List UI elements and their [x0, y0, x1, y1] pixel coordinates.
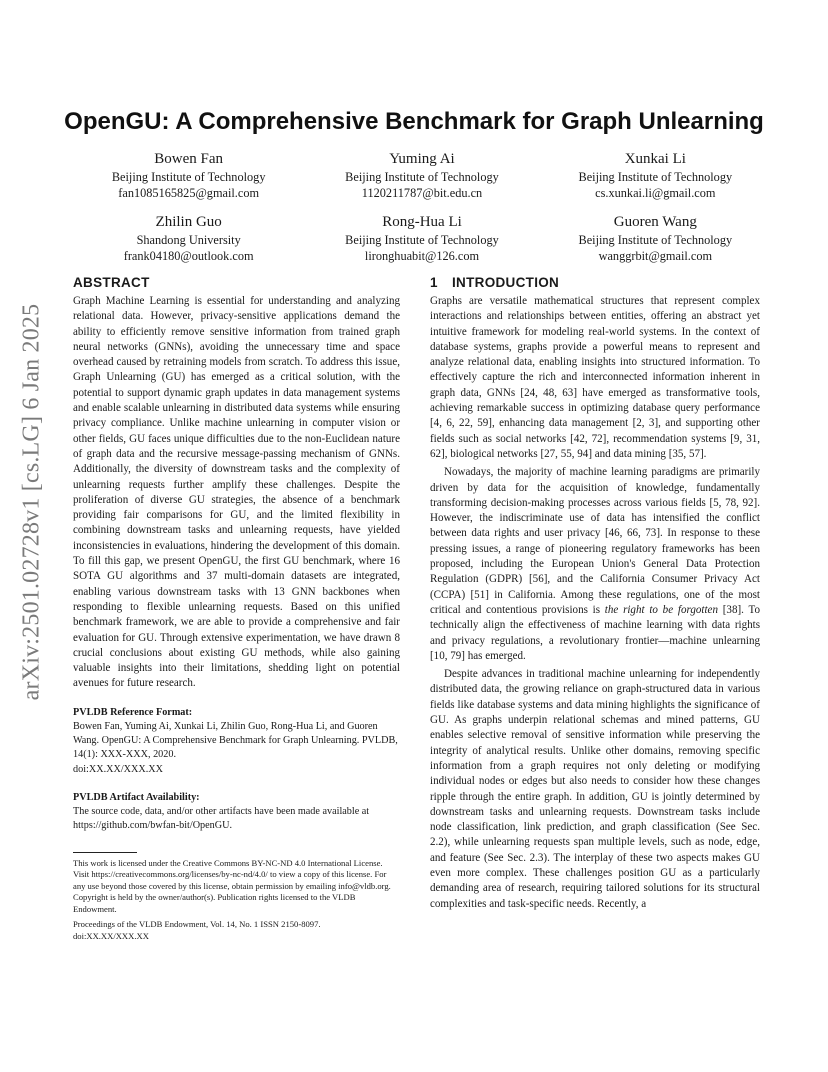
author-email: 1120211787@bit.edu.cn — [361, 186, 483, 200]
section-heading — [430, 275, 760, 290]
author-email: lironghuabit@126.com — [364, 249, 480, 263]
author-block — [72, 150, 772, 276]
author — [305, 150, 538, 201]
author-row — [72, 213, 772, 264]
author-email: frank04180@outlook.com — [123, 249, 254, 263]
intro-text: Nowadays, the majority of machine learning paradigms are primarily driven by data for the acquisition of knowledge, fundamentally transforming decision-making processes across various fields [5, 78, 92]. However, the indiscriminate use of data has intensified the conflict between data rights and user privacy [46, 66, 73]. In response to these pressing issues, a range of pioneering regulatory frameworks has been proposed, including the European Union's General Data Protection Regulation (GDPR) [56], and the California Consumer Privacy Act (CCPA) [51] in California. Among these regulations, one of the most critical and contentious provisions is — [430, 466, 760, 616]
abstract-heading: ABSTRACT — [73, 275, 150, 290]
reference-format-text: Bowen Fan, Yuming Ai, Xunkai Li, Zhilin Guo, Rong-Hua Li, and Guoren Wang. OpenGU: A Comprehensive Benchmark for Graph Unlearning. PVLDB, 14(1): XXX-XXX, 2020. — [73, 720, 398, 761]
author-name: Xunkai Li — [624, 151, 686, 167]
abstract-text: Graph Machine Learning is essential for understanding and analyzing relational data. However, privacy-sensitive applications demand the ability to efficiently remove sensitive information from trained graph neural networks (GNNs), avoiding the unnecessary time and space overhead caused by retraining models from scratch. To address this issue, Graph Unlearning (GU) has emerged as a critical solution, with the potential to support dynamic graph updates in data management systems and enable scalable unlearning in distributed data systems while ensuring privacy compliance. Unlike machine unlearning in computer vision or other fields, GU faces unique difficulties due to the non-Euclidean nature of graph data and the recursive message-passing mechanism of GNNs. Additionally, the diversity of downstream tasks and the complexity of unlearning requests further amplify these challenges. Despite the proliferation of diverse GU strategies, the absence of a benchmark providing fair comparisons for GU, and the limited flexibility in combining downstream tasks and unlearning requests, have yielded inconsistencies in evaluations, hindering the development of this domain. To fill this gap, we present OpenGU, the first GU benchmark, where 16 SOTA GU algorithms and 37 multi-domain datasets are integrated, enabling various downstream tasks with 13 GNN backbones when responding to flexible unlearning requests. Based on this unified benchmark framework, we are able to provide a comprehensive and fair evaluation for GU. Through extensive experimentation, we have drawn 8 crucial conclusions about existing GU methods, while also gaining valuable insights into their limitations, shedding light on potential avenues for future research. — [73, 295, 400, 690]
author-affiliation: Shandong University — [136, 233, 241, 247]
author-email: cs.xunkai.li@gmail.com — [595, 186, 716, 200]
author-name: Guoren Wang — [613, 214, 697, 230]
author-name: Zhilin Guo — [155, 214, 222, 230]
author-email: fan1085165825@gmail.com — [118, 186, 260, 200]
footnote-divider — [73, 852, 137, 853]
intro-text: [38]. To technically align the effectiveness of machine learning with data rights and privacy regulations, a revolutionary frontier—machine unlearning [10, 79] has emerged. — [430, 603, 760, 662]
reference-format-heading: PVLDB Reference Format: — [73, 706, 193, 718]
intro-paragraph: Despite advances in traditional machine unlearning for independently distributed data, the growing reliance on graph-structured data in various fields like database systems and data mining highlights the significance of GU. As graphs underpin relational schemas and mined patterns, GU enables selective removal of sensitive information while preserving the integrity of analytical results. Unlike other domains, removing specific information from a graph requires not only deleting or modifying individual nodes or edges but also needs to consider how these changes ripple through the entire graph. In addition, GU is jointly determined by downstream tasks and unlearning requests. Downstream tasks include node classification, link prediction, and graph classification (See Sec. 2.2), while unlearning requests span multiple levels, such as node, edge, and feature (See Sec. 2.3). The interplay of these two aspects makes GU even more complex. These challenges position GU as a particularly demanding area of research, requiring tailored solutions for its structural complexities and task-specific needs. Recently, a — [430, 668, 760, 910]
author-affiliation: Beijing Institute of Technology — [345, 233, 499, 247]
author-row — [72, 150, 772, 201]
section-title: INTRODUCTION — [452, 275, 560, 290]
left-column — [73, 275, 400, 942]
intro-paragraph: Graphs are versatile mathematical structures that represent complex interactions and relationships between entities, offering an abstract yet intuitive framework for modeling real-world systems. In the context of database systems, graphs provide a powerful means to represent and analyze relational data, enabling insights into structured information. To effectively capture the rich and interconnected information inherent in graph data, GNNs [24, 48, 63] have emerged as transformative tools, achieving remarkable success in optimizing database query performance [4, 6, 22, 59], enhancing data management [2, 3], and supporting other fields such as social networks [42, 72], recommendation systems [9, 31, 62], biological networks [27, 55, 94] and data mining [35, 57]. — [430, 295, 760, 460]
author — [305, 213, 538, 264]
right-column — [430, 275, 760, 912]
artifact-text: The source code, data, and/or other artifacts have been made available at https://github.com/bwfan-bit/OpenGU. — [73, 805, 370, 832]
author-name: Rong-Hua Li — [382, 214, 462, 230]
artifact-heading: PVLDB Artifact Availability: — [73, 791, 200, 803]
intro-emphasis: the right to be forgotten — [604, 603, 718, 616]
author — [72, 213, 305, 264]
arxiv-identifier — [12, 292, 52, 712]
proceedings-footnote: Proceedings of the VLDB Endowment, Vol. 14, No. 1 ISSN 2150-8097. — [73, 919, 321, 929]
author — [539, 213, 772, 264]
author-affiliation: Beijing Institute of Technology — [111, 170, 266, 184]
arxiv-identifier-text: arXiv:2501.02728v1 [cs.LG] 6 Jan 2025 — [18, 303, 45, 701]
author-affiliation: Beijing Institute of Technology — [578, 170, 733, 184]
author-affiliation: Beijing Institute of Technology — [345, 170, 499, 184]
paper-title: OpenGU: A Comprehensive Benchmark for Graph Unlearning — [64, 108, 764, 135]
reference-format-doi: doi:XX.XX/XXX.XX — [73, 763, 163, 775]
author-name: Yuming Ai — [389, 151, 455, 167]
author-affiliation: Beijing Institute of Technology — [578, 233, 733, 247]
author — [539, 150, 772, 201]
section-number: 1 — [430, 275, 438, 290]
author — [72, 150, 305, 201]
intro-paragraph — [430, 465, 760, 664]
license-footnote: This work is licensed under the Creative Commons BY-NC-ND 4.0 International License. Visit https://creativecommons.org/licenses/by-nc-nd/4.0/ to view a copy of this license. For any use beyond those covered by this license, obtain permission by emailing info@vldb.org. Copyright is held by the owner/author(s). Publication rights licensed to the VLDB Endowment. — [73, 857, 391, 914]
footnote-doi: doi:XX.XX/XXX.XX — [73, 930, 149, 941]
author-email: wanggrbit@gmail.com — [598, 249, 713, 263]
author-name: Bowen Fan — [154, 151, 224, 167]
